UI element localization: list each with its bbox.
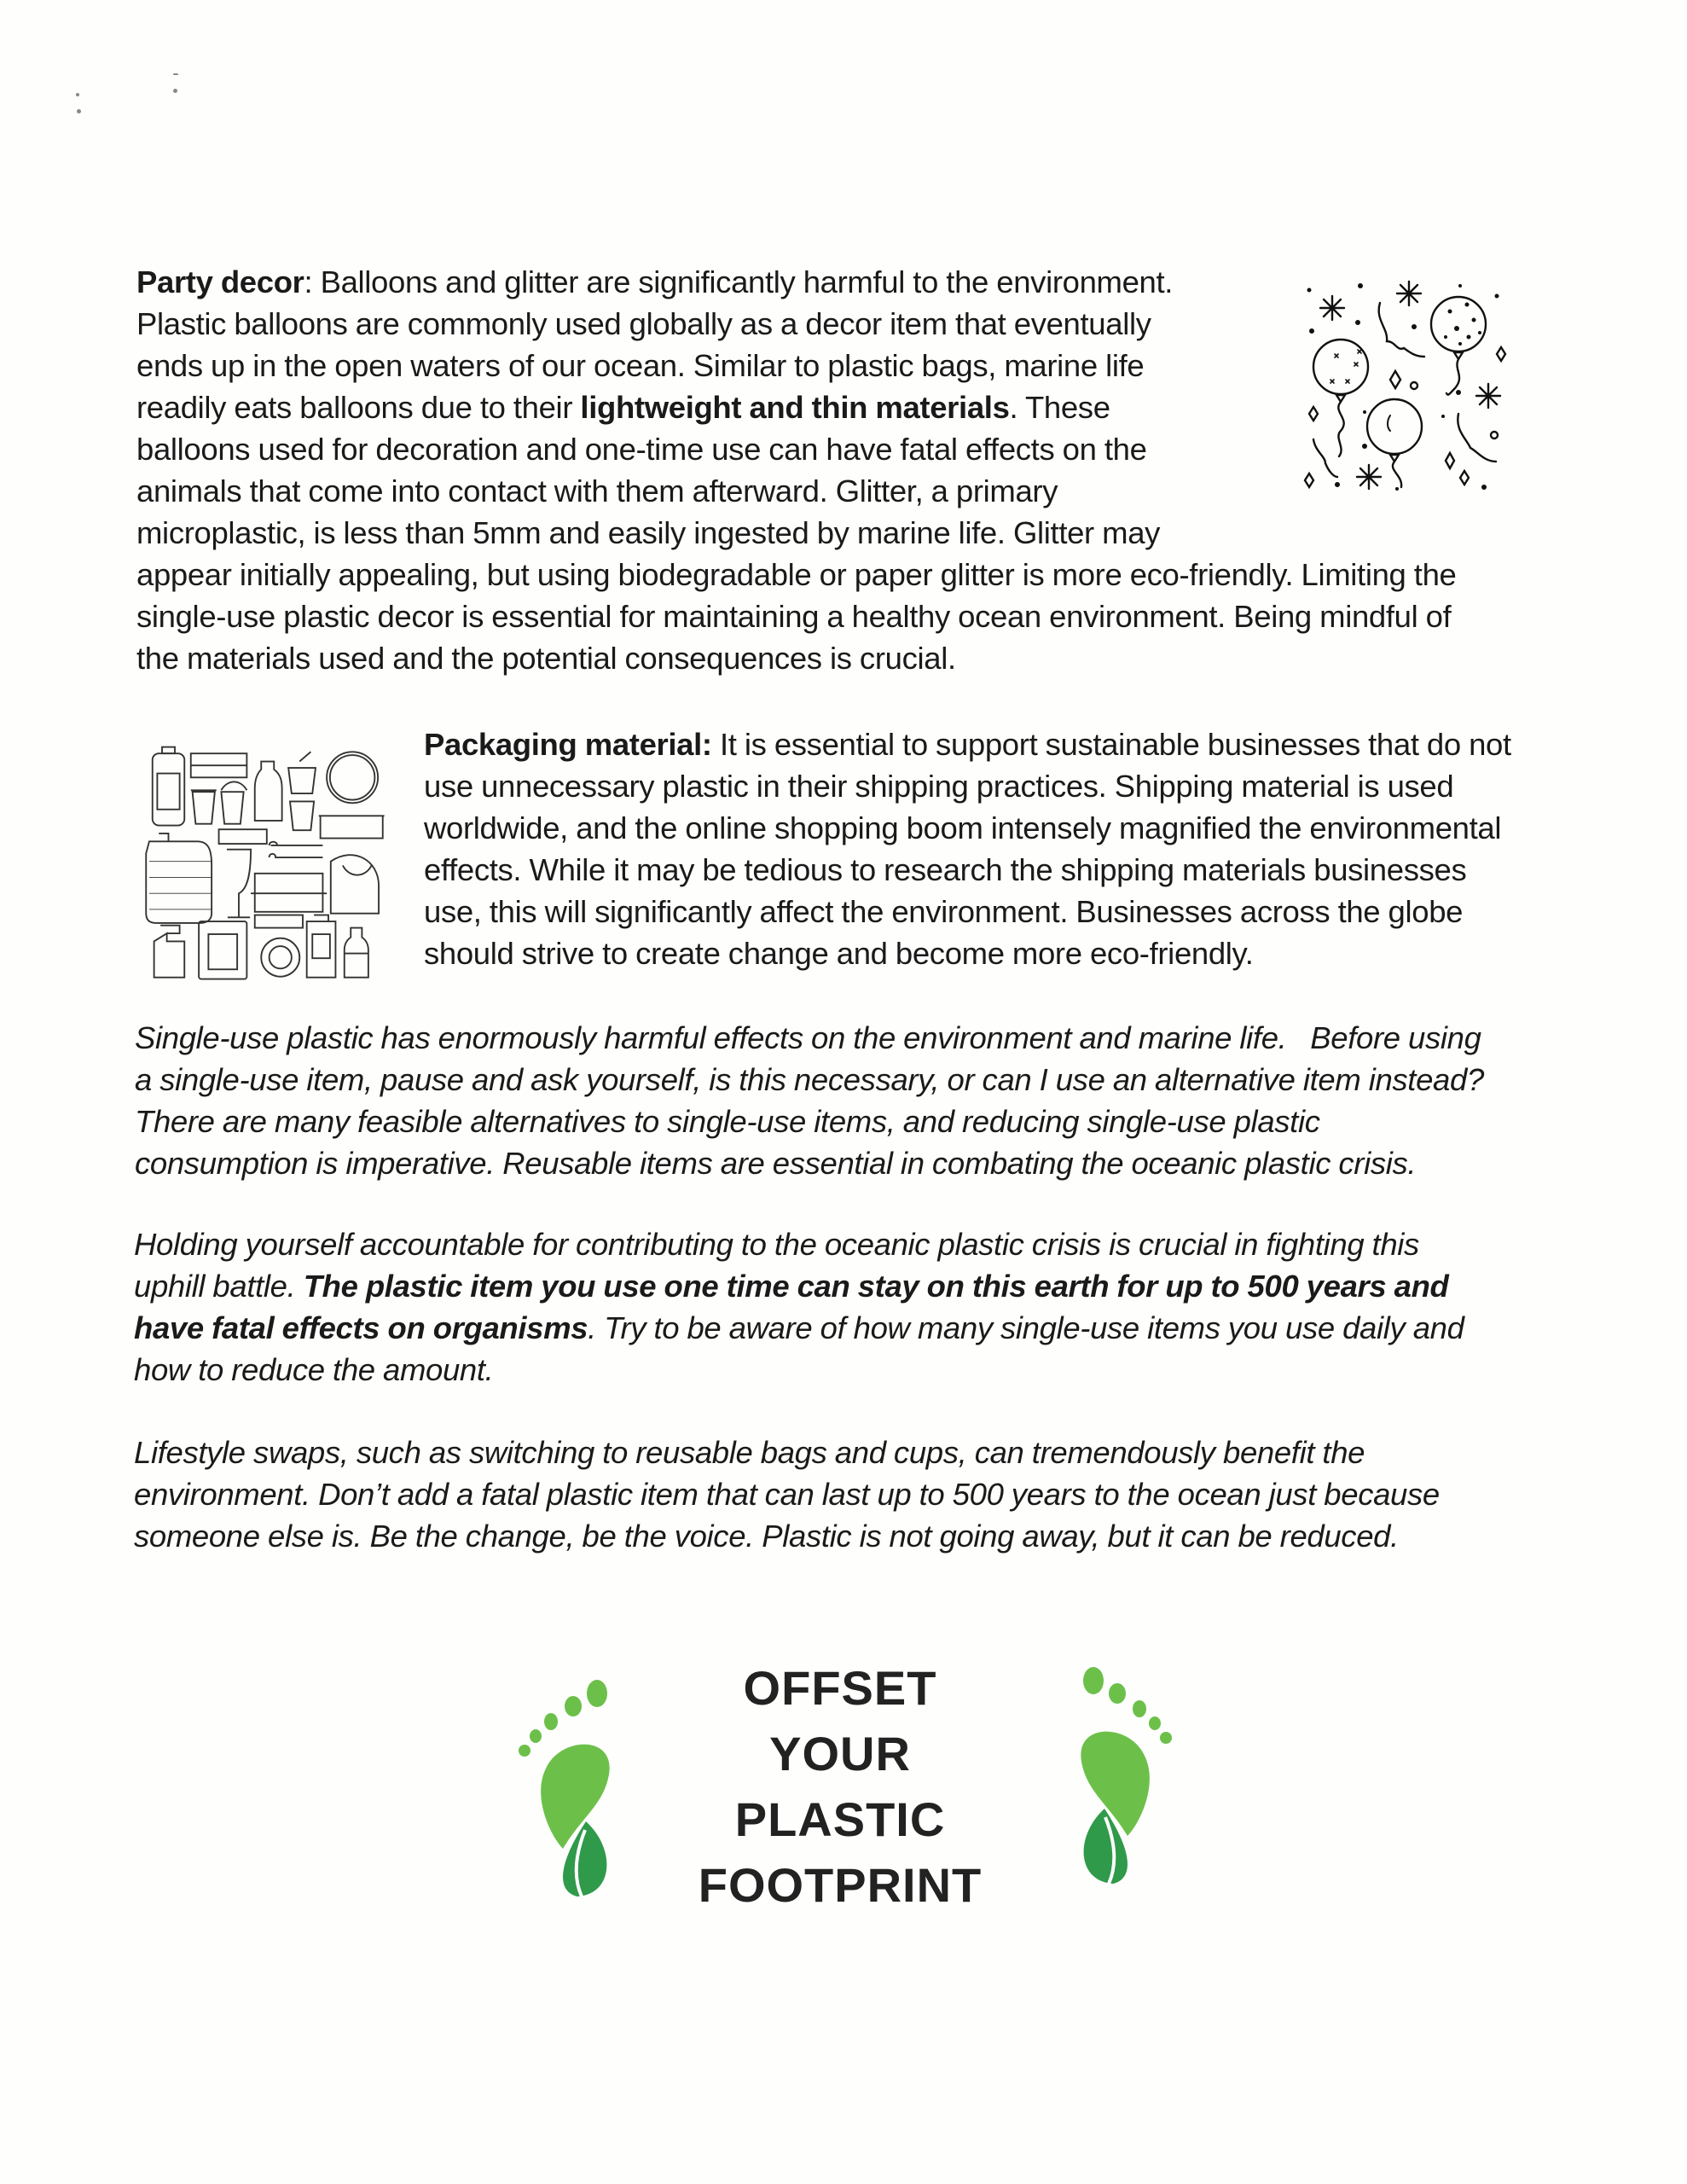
text-line: microplastic, is less than 5mm and easily ingested by marine life. Glitter may bbox=[136, 515, 1161, 550]
emphasis: lightweight and thin materials bbox=[580, 390, 1010, 425]
scan-mark bbox=[77, 109, 81, 113]
left-footprint-leaf-icon bbox=[513, 1668, 624, 1898]
emphasis: have fatal effects on organisms bbox=[134, 1310, 588, 1345]
scan-mark bbox=[173, 73, 178, 75]
text-line: consumption is imperative. Reusable items are essential in combating the oceanic plastic crisis. bbox=[135, 1146, 1417, 1181]
starburst-icon bbox=[1357, 465, 1381, 489]
text-line: single-use plastic decor is essential for maintaining a healthy ocean environment. Being mindful of bbox=[136, 599, 1452, 634]
single-use-paragraph bbox=[135, 1017, 1484, 1184]
text-line: Single-use plastic has enormously harmful effects on the environment and marine life. Before using bbox=[135, 1020, 1481, 1055]
packaging-material-paragraph bbox=[424, 723, 1511, 974]
text-line: There are many feasible alternatives to single-use items, and reducing single-use plastic bbox=[135, 1104, 1320, 1139]
text-line: someone else is. Be the change, be the voice. Plastic is not going away, but it can be reduced. bbox=[134, 1519, 1399, 1554]
text-line: readily eats balloons due to their lightweight and thin materials. These bbox=[136, 390, 1110, 425]
right-footprint-leaf-icon bbox=[1066, 1655, 1177, 1885]
starburst-icon bbox=[1476, 384, 1500, 408]
text-line: use unnecessary plastic in their shipping practices. Shipping material is used bbox=[424, 769, 1454, 804]
text-line: animals that come into contact with them afterward. Glitter, a primary bbox=[136, 473, 1058, 508]
text-line: environment. Don’t add a fatal plastic item that can last up to 500 years to the ocean just because bbox=[134, 1477, 1440, 1512]
text-line: Party decor: Balloons and glitter are significantly harmful to the environment. bbox=[136, 264, 1174, 299]
plastic-packaging-items-illustration bbox=[141, 729, 401, 985]
offset-plastic-footprint-title: OFFSET YOUR PLASTIC FOOTPRINT bbox=[698, 1661, 983, 1912]
text-line: effects. While it may be tedious to research the shipping materials businesses bbox=[424, 852, 1467, 887]
balloons-confetti-illustration bbox=[1279, 252, 1535, 508]
starburst-icon bbox=[1397, 282, 1421, 305]
text-line: have fatal effects on organisms. Try to be aware of how many single-use items you use daily and bbox=[134, 1310, 1464, 1345]
accountability-paragraph bbox=[134, 1223, 1464, 1391]
emphasis: The plastic item you use one time can stay on this earth for up to 500 years and bbox=[303, 1269, 1449, 1304]
text-line: a single-use item, pause and ask yourself, is this necessary, or can I use an alternative item instead? bbox=[135, 1062, 1484, 1097]
text-line: should strive to create change and become more eco-friendly. bbox=[424, 936, 1254, 971]
text-line: Packaging material: It is essential to support sustainable businesses that do not bbox=[424, 727, 1511, 762]
text-line: Plastic balloons are commonly used globally as a decor item that eventually bbox=[136, 306, 1151, 341]
text-line: uphill battle. The plastic item you use one time can stay on this earth for up to 500 years and bbox=[134, 1269, 1449, 1304]
party-decor-heading: Party decor bbox=[136, 264, 304, 299]
text-line: appear initially appealing, but using biodegradable or paper glitter is more eco-friendly. Limiting the bbox=[136, 557, 1457, 592]
text-line: Lifestyle swaps, such as switching to reusable bags and cups, can tremendously benefit the bbox=[134, 1435, 1365, 1470]
text-line: ends up in the open waters of our ocean. Similar to plastic bags, marine life bbox=[136, 348, 1145, 383]
starburst-icon bbox=[1320, 296, 1344, 320]
scan-mark bbox=[76, 93, 79, 96]
text-line: worldwide, and the online shopping boom intensely magnified the environmental bbox=[424, 810, 1502, 845]
packaging-material-heading: Packaging material: bbox=[424, 727, 712, 762]
text-line: how to reduce the amount. bbox=[134, 1352, 494, 1387]
text-line: Holding yourself accountable for contributing to the oceanic plastic crisis is crucial in fighting this bbox=[134, 1227, 1419, 1262]
text-line: balloons used for decoration and one-time use can have fatal effects on the bbox=[136, 432, 1147, 467]
scan-mark bbox=[173, 89, 177, 93]
lifestyle-paragraph bbox=[134, 1432, 1440, 1557]
text-line: use, this will significantly affect the environment. Businesses across the globe bbox=[424, 894, 1464, 929]
party-decor-paragraph bbox=[136, 261, 1456, 679]
text-line: the materials used and the potential consequences is crucial. bbox=[136, 641, 956, 676]
